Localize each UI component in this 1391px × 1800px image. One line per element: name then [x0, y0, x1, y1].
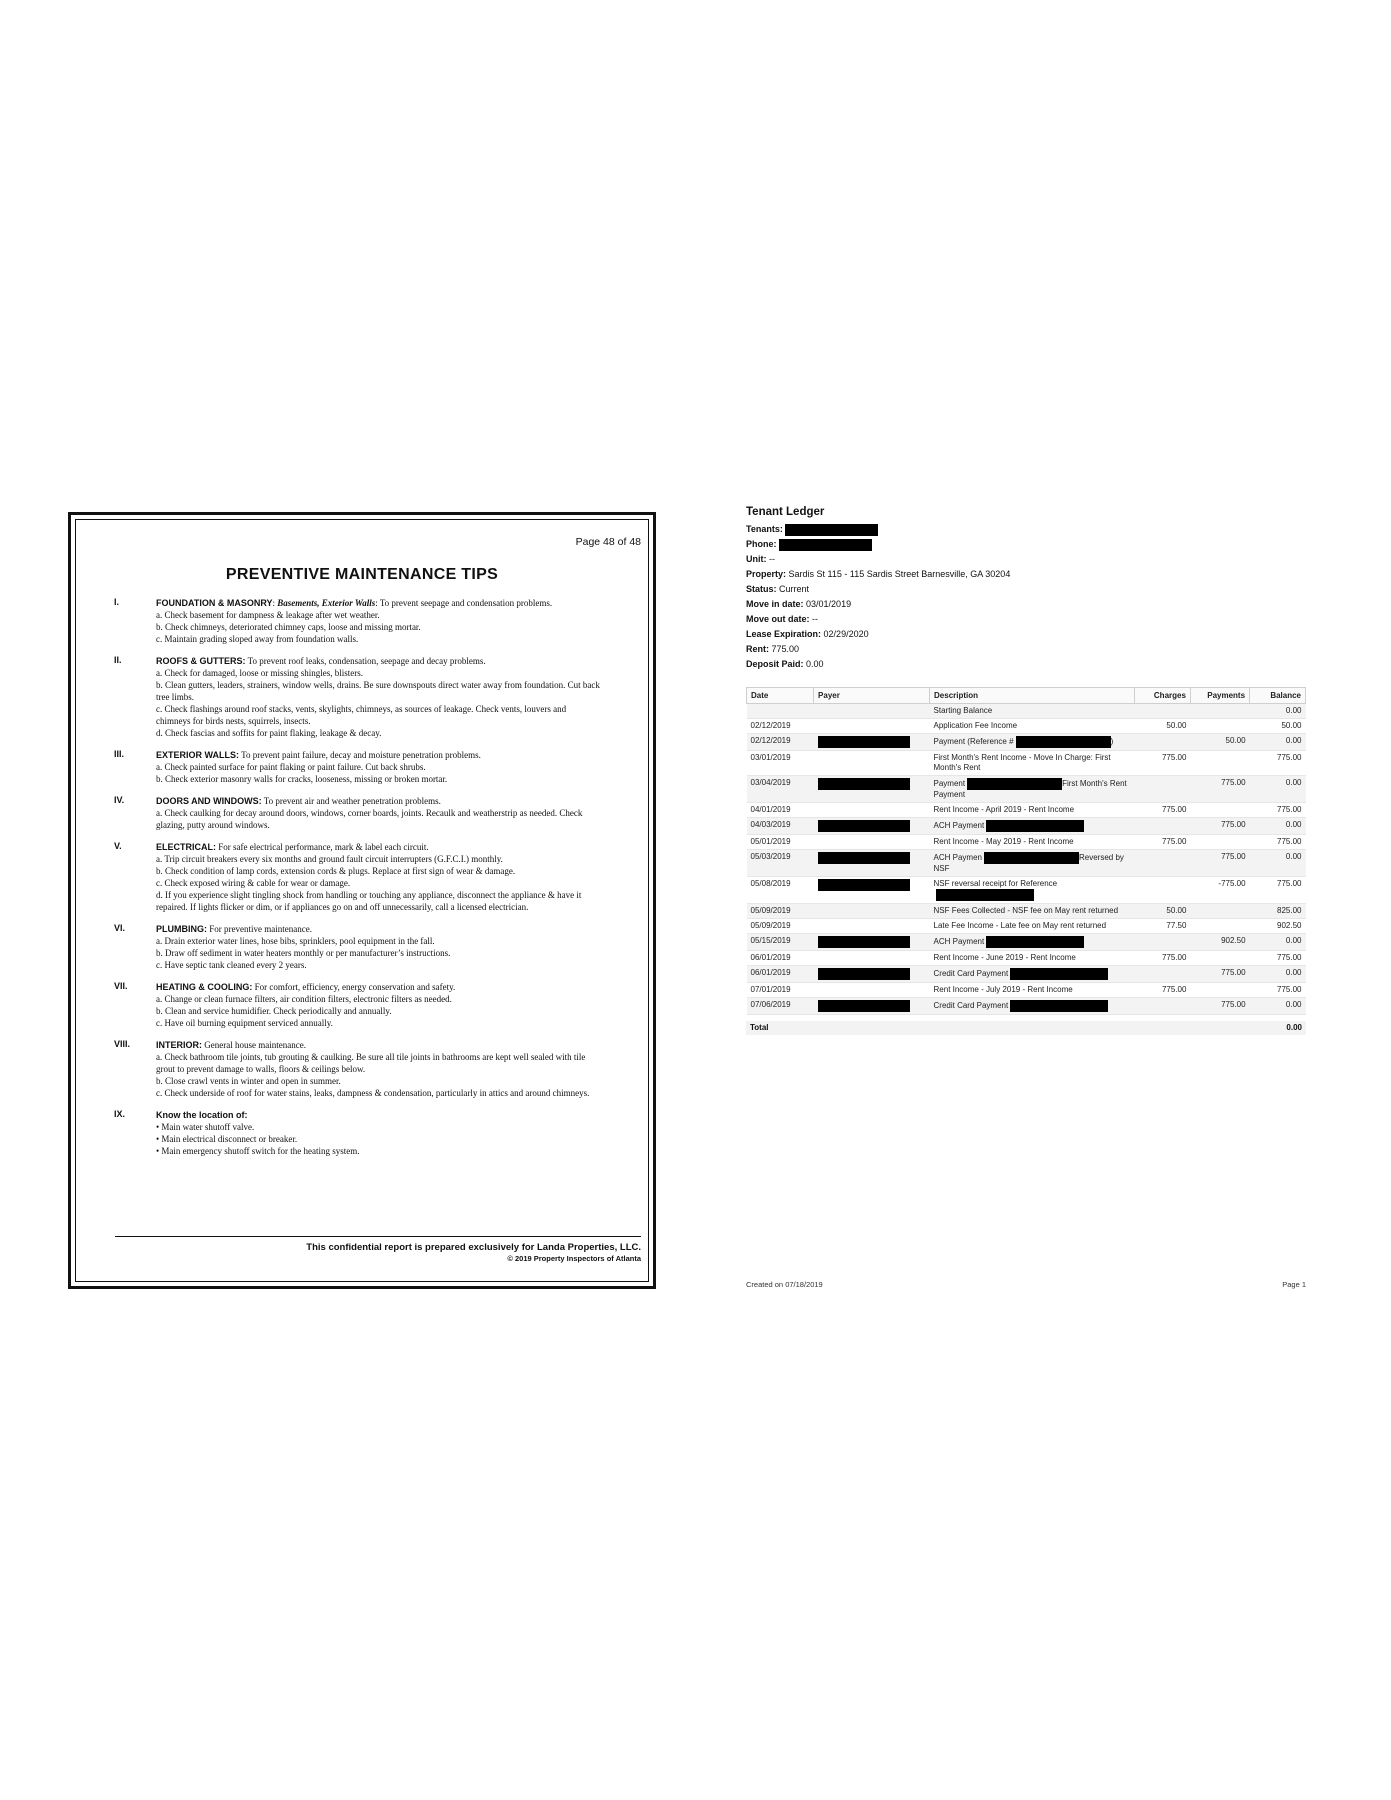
cell-payer — [814, 818, 930, 835]
cell-balance: 0.00 — [1250, 818, 1306, 835]
field-label: Rent: — [746, 644, 769, 654]
ledger-field — [746, 552, 1306, 567]
created-on: Created on 07/18/2019 — [746, 1280, 823, 1289]
cell-charges: 775.00 — [1134, 835, 1190, 850]
cell-payer — [814, 719, 930, 734]
section-heading-line — [156, 923, 602, 935]
cell-description — [930, 951, 1135, 966]
cell-date: 05/03/2019 — [747, 850, 814, 877]
cell-payer — [814, 877, 930, 904]
cell-charges: 77.50 — [1134, 919, 1190, 934]
cell-payments: 775.00 — [1190, 966, 1249, 983]
cell-balance: 775.00 — [1250, 951, 1306, 966]
cell-date: 06/01/2019 — [747, 966, 814, 983]
cell-description — [930, 966, 1135, 983]
section-heading: PLUMBING: — [156, 924, 207, 934]
section-numeral: IV. — [114, 795, 125, 805]
column-header: Payments — [1190, 688, 1249, 704]
cell-description — [930, 850, 1135, 877]
tip-item: a. Trip circuit breakers every six months and ground fault circuit interrupters (G.F.C.I.) monthly. — [156, 854, 503, 864]
cell-date: 06/01/2019 — [747, 951, 814, 966]
redaction-bar — [818, 879, 910, 891]
cell-date: 05/01/2019 — [747, 835, 814, 850]
cell-balance: 775.00 — [1250, 983, 1306, 998]
field-value: -- — [812, 614, 819, 624]
description-text: NSF reversal receipt for Reference — [933, 879, 1058, 888]
cell-payer — [814, 835, 930, 850]
tip-item: b. Check exterior masonry walls for cracks, looseness, missing or broken mortar. — [156, 774, 448, 784]
ledger-field — [746, 657, 1306, 672]
description-text: ACH Payment — [933, 821, 985, 831]
redaction-bar — [1010, 1000, 1108, 1012]
description-text: Rent Income - July 2019 - Rent Income — [933, 985, 1073, 994]
cell-balance: 775.00 — [1250, 877, 1306, 904]
section-heading-line — [156, 981, 602, 993]
cell-balance: 775.00 — [1250, 803, 1306, 818]
tip-item: b. Check chimneys, deteriorated chimney caps, loose and missing mortar. — [156, 622, 421, 632]
tip-section — [116, 655, 602, 739]
table-row — [747, 850, 1306, 877]
report-footer — [306, 1242, 641, 1264]
cell-balance: 0.00 — [1250, 934, 1306, 951]
cell-payments — [1190, 835, 1249, 850]
cell-charges — [1134, 934, 1190, 951]
section-heading-line — [156, 655, 602, 667]
field-value: 03/01/2019 — [806, 599, 852, 609]
cell-description — [930, 877, 1135, 904]
ledger-field — [746, 597, 1306, 612]
redaction-bar — [984, 852, 1079, 864]
cell-charges: 775.00 — [1134, 951, 1190, 966]
section-intro: General house maintenance. — [204, 1040, 306, 1050]
table-row — [747, 919, 1306, 934]
total-row — [746, 1021, 1306, 1035]
section-heading: EXTERIOR WALLS: — [156, 750, 239, 760]
cell-balance: 0.00 — [1250, 998, 1306, 1015]
maintenance-tips-page — [68, 512, 656, 1289]
cell-charges — [1134, 877, 1190, 904]
cell-payments: 775.00 — [1190, 776, 1249, 803]
cell-payments: 775.00 — [1190, 850, 1249, 877]
section-heading-line — [156, 1039, 602, 1051]
ledger-field — [746, 642, 1306, 657]
redaction-bar — [986, 936, 1084, 948]
tip-section — [116, 795, 602, 831]
tip-item: b. Check condition of lamp cords, extension cords & plugs. Replace at first sign of wear & damage. — [156, 866, 516, 876]
redaction-bar — [818, 852, 910, 864]
tip-item: a. Check for damaged, loose or missing shingles, blisters. — [156, 668, 363, 678]
cell-date: 03/04/2019 — [747, 776, 814, 803]
cell-payer — [814, 966, 930, 983]
cell-payer — [814, 803, 930, 818]
section-numeral: II. — [114, 655, 122, 665]
section-heading: INTERIOR: — [156, 1040, 202, 1050]
description-text: Rent Income - June 2019 - Rent Income — [933, 953, 1076, 962]
field-value: Current — [779, 584, 810, 594]
cell-date: 02/12/2019 — [747, 734, 814, 751]
cell-balance: 0.00 — [1250, 966, 1306, 983]
cell-payments — [1190, 951, 1249, 966]
section-heading-line — [156, 1109, 602, 1121]
tip-item: • Main emergency shutoff switch for the heating system. — [156, 1146, 360, 1156]
tip-item: c. Have septic tank cleaned every 2 years. — [156, 960, 307, 970]
cell-payer — [814, 734, 930, 751]
table-row — [747, 704, 1306, 719]
ledger-field — [746, 627, 1306, 642]
cell-charges: 775.00 — [1134, 983, 1190, 998]
section-numeral: I. — [114, 597, 120, 607]
page-number: Page 48 of 48 — [575, 536, 641, 548]
ledger-field — [746, 612, 1306, 627]
cell-date: 07/06/2019 — [747, 998, 814, 1015]
cell-payer — [814, 850, 930, 877]
field-label: Status: — [746, 584, 777, 594]
cell-payer — [814, 919, 930, 934]
cell-balance: 50.00 — [1250, 719, 1306, 734]
redaction-bar — [818, 968, 910, 980]
cell-date: 05/09/2019 — [747, 904, 814, 919]
tip-item: a. Drain exterior water lines, hose bibs, sprinklers, pool equipment in the fall. — [156, 936, 435, 946]
cell-payments — [1190, 919, 1249, 934]
section-numeral: VI. — [114, 923, 126, 933]
cell-balance: 775.00 — [1250, 835, 1306, 850]
description-text: Application Fee Income — [933, 721, 1018, 730]
description-text: ACH Paymen — [933, 853, 982, 863]
section-body — [156, 1109, 602, 1157]
table-header-row — [747, 688, 1306, 704]
cell-payer — [814, 776, 930, 803]
section-heading: FOUNDATION & MASONRY — [156, 598, 273, 608]
section-numeral: VII. — [114, 981, 128, 991]
cell-description — [930, 934, 1135, 951]
cell-payer — [814, 751, 930, 776]
tip-item: a. Check painted surface for paint flaking or paint failure. Cut back shrubs. — [156, 762, 426, 772]
cell-balance: 902.50 — [1250, 919, 1306, 934]
column-header: Payer — [814, 688, 930, 704]
tenant-ledger — [746, 506, 1306, 1011]
section-body — [156, 749, 602, 785]
ledger-field — [746, 537, 1306, 552]
section-body — [156, 981, 602, 1029]
table-row — [747, 719, 1306, 734]
table-row — [747, 751, 1306, 776]
total-label: Total — [750, 1023, 769, 1032]
tip-section — [116, 841, 602, 913]
description-text: Credit Card Payment — [933, 1001, 1009, 1011]
redaction-bar — [785, 524, 878, 536]
section-heading: HEATING & COOLING: — [156, 982, 253, 992]
redaction-bar — [818, 1000, 910, 1012]
redaction-bar — [936, 889, 1034, 901]
tip-section — [116, 597, 602, 645]
cell-date: 03/01/2019 — [747, 751, 814, 776]
tip-item: c. Check underside of roof for water stains, leaks, dampness & condensation, particularly in attics and around chimneys. — [156, 1088, 590, 1098]
cell-payments: 775.00 — [1190, 998, 1249, 1015]
field-label: Unit: — [746, 554, 767, 564]
tip-item: b. Clean and service humidifier. Check periodically and annually. — [156, 1006, 392, 1016]
field-label: Phone: — [746, 539, 777, 549]
section-numeral: III. — [114, 749, 125, 759]
tip-item: a. Check bathroom tile joints, tub grouting & caulking. Be sure all tile joints in bathrooms are kept well sealed with tile grout to prevent damage to walls, floors & ceilings below. — [156, 1052, 586, 1074]
tip-section — [116, 981, 602, 1029]
cell-payments — [1190, 751, 1249, 776]
cell-payer — [814, 998, 930, 1015]
tip-item: c. Check flashings around roof stacks, vents, skylights, chimneys, as sources of leakage. Check vents, louvers and chimneys for birds nests, squirrels, insects. — [156, 704, 567, 726]
tip-item: c. Have oil burning equipment serviced annually. — [156, 1018, 333, 1028]
field-value: 0.00 — [806, 659, 824, 669]
column-header: Charges — [1134, 688, 1190, 704]
cell-charges — [1134, 704, 1190, 719]
section-intro: For safe electrical performance, mark & label each circuit. — [218, 842, 429, 852]
section-body — [156, 1039, 602, 1099]
description-text: First Month's Rent Income - Move In Charge: First Month's Rent — [933, 753, 1111, 772]
table-row — [747, 934, 1306, 951]
cell-payments — [1190, 983, 1249, 998]
cell-charges: 50.00 — [1134, 904, 1190, 919]
cell-date: 07/01/2019 — [747, 983, 814, 998]
description-text: ACH Payment — [933, 937, 985, 947]
redaction-bar — [818, 820, 910, 832]
section-body — [156, 597, 602, 645]
cell-charges — [1134, 776, 1190, 803]
redaction-bar — [967, 778, 1062, 790]
field-value: 02/29/2020 — [823, 629, 869, 639]
description-text: Payment — [933, 779, 966, 789]
redaction-bar — [1016, 736, 1111, 748]
cell-balance: 0.00 — [1250, 850, 1306, 877]
cell-date — [747, 704, 814, 719]
cell-date: 05/08/2019 — [747, 877, 814, 904]
cell-payments — [1190, 904, 1249, 919]
field-label: Lease Expiration: — [746, 629, 822, 639]
cell-description — [930, 704, 1135, 719]
field-label: Deposit Paid: — [746, 659, 804, 669]
ledger-field — [746, 582, 1306, 597]
cell-payments — [1190, 719, 1249, 734]
cell-payments: 50.00 — [1190, 734, 1249, 751]
cell-description — [930, 751, 1135, 776]
cell-payer — [814, 934, 930, 951]
cell-date: 04/03/2019 — [747, 818, 814, 835]
cell-payer — [814, 983, 930, 998]
section-body — [156, 795, 602, 831]
cell-description — [930, 776, 1135, 803]
section-heading: ELECTRICAL: — [156, 842, 216, 852]
cell-charges: 50.00 — [1134, 719, 1190, 734]
cell-description — [930, 719, 1135, 734]
description-text: Rent Income - May 2019 - Rent Income — [933, 837, 1074, 846]
cell-payer — [814, 704, 930, 719]
table-row — [747, 734, 1306, 751]
cell-charges — [1134, 734, 1190, 751]
tip-item: b. Clean gutters, leaders, strainers, window wells, drains. Be sure downspouts direct water away from foundation. Cut back tree limbs. — [156, 680, 600, 702]
cell-description — [930, 818, 1135, 835]
redaction-bar — [818, 936, 910, 948]
table-row — [747, 877, 1306, 904]
table-row — [747, 998, 1306, 1015]
cell-balance: 0.00 — [1250, 776, 1306, 803]
tip-item: b. Draw off sediment in water heaters monthly or per manufacturer’s instructions. — [156, 948, 451, 958]
redaction-bar — [818, 778, 910, 790]
section-heading-line — [156, 841, 602, 853]
section-subheading: Basements, Exterior Walls — [277, 598, 376, 608]
cell-date: 05/15/2019 — [747, 934, 814, 951]
table-row — [747, 803, 1306, 818]
ledger-title: Tenant Ledger — [746, 506, 825, 518]
section-body — [156, 923, 602, 971]
cell-description — [930, 803, 1135, 818]
cell-charges: 775.00 — [1134, 751, 1190, 776]
table-row — [747, 966, 1306, 983]
cell-payer — [814, 904, 930, 919]
cell-date: 02/12/2019 — [747, 719, 814, 734]
section-body — [156, 841, 602, 913]
tip-item: d. Check fascias and soffits for paint flaking, leakage & decay. — [156, 728, 382, 738]
tip-item: a. Check basement for dampness & leakage after wet weather. — [156, 610, 380, 620]
section-numeral: VIII. — [114, 1039, 131, 1049]
ledger-page-number: Page 1 — [1282, 1280, 1306, 1289]
tip-item: c. Check exposed wiring & cable for wear or damage. — [156, 878, 351, 888]
cell-description — [930, 919, 1135, 934]
cell-payments: -775.00 — [1190, 877, 1249, 904]
field-value: Sardis St 115 - 115 Sardis Street Barnesville, GA 30204 — [788, 569, 1011, 579]
section-intro: For preventive maintenance. — [209, 924, 312, 934]
cell-date: 05/09/2019 — [747, 919, 814, 934]
section-heading: ROOFS & GUTTERS: — [156, 656, 246, 666]
tip-section — [116, 1109, 602, 1157]
column-header: Date — [747, 688, 814, 704]
description-suffix: First Month's Rent Payment — [933, 779, 1127, 799]
footer-divider — [115, 1236, 641, 1237]
tip-item: a. Check caulking for decay around doors, windows, corner boards, joints. Recaulk and weatherstrip as needed. Check glazing, putty around windows. — [156, 808, 583, 830]
redaction-bar — [818, 736, 910, 748]
section-heading-line: FOUNDATION & MASONRY: Basements, Exterior Walls: To prevent seepage and condensation problems. — [156, 598, 553, 608]
cell-description — [930, 835, 1135, 850]
section-body — [156, 655, 602, 739]
ledger-field — [746, 522, 1306, 537]
tips-sections — [116, 597, 602, 1167]
redaction-bar — [779, 539, 872, 551]
section-intro: To prevent paint failure, decay and moisture penetration problems. — [241, 750, 481, 760]
column-header: Balance — [1250, 688, 1306, 704]
field-label: Move out date: — [746, 614, 810, 624]
tip-section — [116, 1039, 602, 1099]
tip-item: d. If you experience slight tingling shock from handling or touching any appliance, disconnect the appliance & have it repaired. If lights flicker or dim, or if appliances go on and off unnecessarily, call a licensed electrician. — [156, 890, 582, 912]
cell-date: 04/01/2019 — [747, 803, 814, 818]
section-numeral: IX. — [114, 1109, 126, 1119]
cell-description — [930, 998, 1135, 1015]
description-text: Credit Card Payment — [933, 969, 1009, 979]
cell-payments — [1190, 704, 1249, 719]
section-intro: For comfort, efficiency, energy conservation and safety. — [254, 982, 456, 992]
description-text: NSF Fees Collected - NSF fee on May rent returned — [933, 906, 1119, 915]
cell-payments — [1190, 803, 1249, 818]
cell-charges — [1134, 850, 1190, 877]
description-text: Payment (Reference # — [933, 737, 1014, 747]
cell-description — [930, 983, 1135, 998]
cell-description — [930, 734, 1135, 751]
section-heading: DOORS AND WINDOWS: — [156, 796, 262, 806]
cell-charges — [1134, 966, 1190, 983]
cell-payments: 775.00 — [1190, 818, 1249, 835]
section-heading-line — [156, 749, 602, 761]
field-label: Move in date: — [746, 599, 804, 609]
footer-confidential: This confidential report is prepared exclusively for Landa Properties, LLC. — [306, 1242, 641, 1253]
section-heading: Know the location of: — [156, 1110, 248, 1120]
table-row — [747, 818, 1306, 835]
cell-balance: 0.00 — [1250, 704, 1306, 719]
tip-item: • Main electrical disconnect or breaker. — [156, 1134, 298, 1144]
footer-copyright: © 2019 Property Inspectors of Atlanta — [507, 1254, 641, 1263]
section-heading-line — [156, 795, 602, 807]
ledger-fields — [746, 522, 1306, 672]
redaction-bar — [1010, 968, 1108, 980]
field-value: -- — [769, 554, 776, 564]
cell-description — [930, 904, 1135, 919]
table-row — [747, 904, 1306, 919]
table-row — [747, 951, 1306, 966]
section-numeral: V. — [114, 841, 122, 851]
section-intro: To prevent seepage and condensation problems. — [379, 598, 553, 608]
description-text: Rent Income - April 2019 - Rent Income — [933, 805, 1075, 814]
description-suffix: ) — [1110, 737, 1114, 747]
table-row — [747, 776, 1306, 803]
cell-charges — [1134, 818, 1190, 835]
table-row — [747, 983, 1306, 998]
description-text: Starting Balance — [933, 706, 993, 715]
cell-balance: 825.00 — [1250, 904, 1306, 919]
total-value: 0.00 — [1286, 1023, 1302, 1032]
table-row — [747, 835, 1306, 850]
cell-payer — [814, 951, 930, 966]
description-text: Late Fee Income - Late fee on May rent returned — [933, 921, 1107, 930]
ledger-table — [746, 687, 1306, 1015]
tip-section — [116, 749, 602, 785]
cell-balance: 0.00 — [1250, 734, 1306, 751]
page-title: PREVENTIVE MAINTENANCE TIPS — [225, 566, 499, 583]
cell-balance: 775.00 — [1250, 751, 1306, 776]
cell-charges — [1134, 998, 1190, 1015]
section-intro: To prevent air and weather penetration problems. — [263, 796, 441, 806]
tip-item: a. Change or clean furnace filters, air condition filters, electronic filters as needed. — [156, 994, 452, 1004]
cell-payments: 902.50 — [1190, 934, 1249, 951]
description-suffix: Reversed by NSF — [933, 853, 1124, 873]
redaction-bar — [986, 820, 1084, 832]
tip-item: c. Maintain grading sloped away from foundation walls. — [156, 634, 359, 644]
section-intro: To prevent roof leaks, condensation, seepage and decay problems. — [247, 656, 486, 666]
cell-charges: 775.00 — [1134, 803, 1190, 818]
tip-item: b. Close crawl vents in winter and open in summer. — [156, 1076, 341, 1086]
field-label: Tenants: — [746, 524, 783, 534]
ledger-field — [746, 567, 1306, 582]
tip-item: • Main water shutoff valve. — [156, 1122, 255, 1132]
tip-section — [116, 923, 602, 971]
field-label: Property: — [746, 569, 787, 579]
field-value: 775.00 — [771, 644, 800, 654]
column-header: Description — [930, 688, 1135, 704]
table-body — [747, 704, 1306, 1015]
